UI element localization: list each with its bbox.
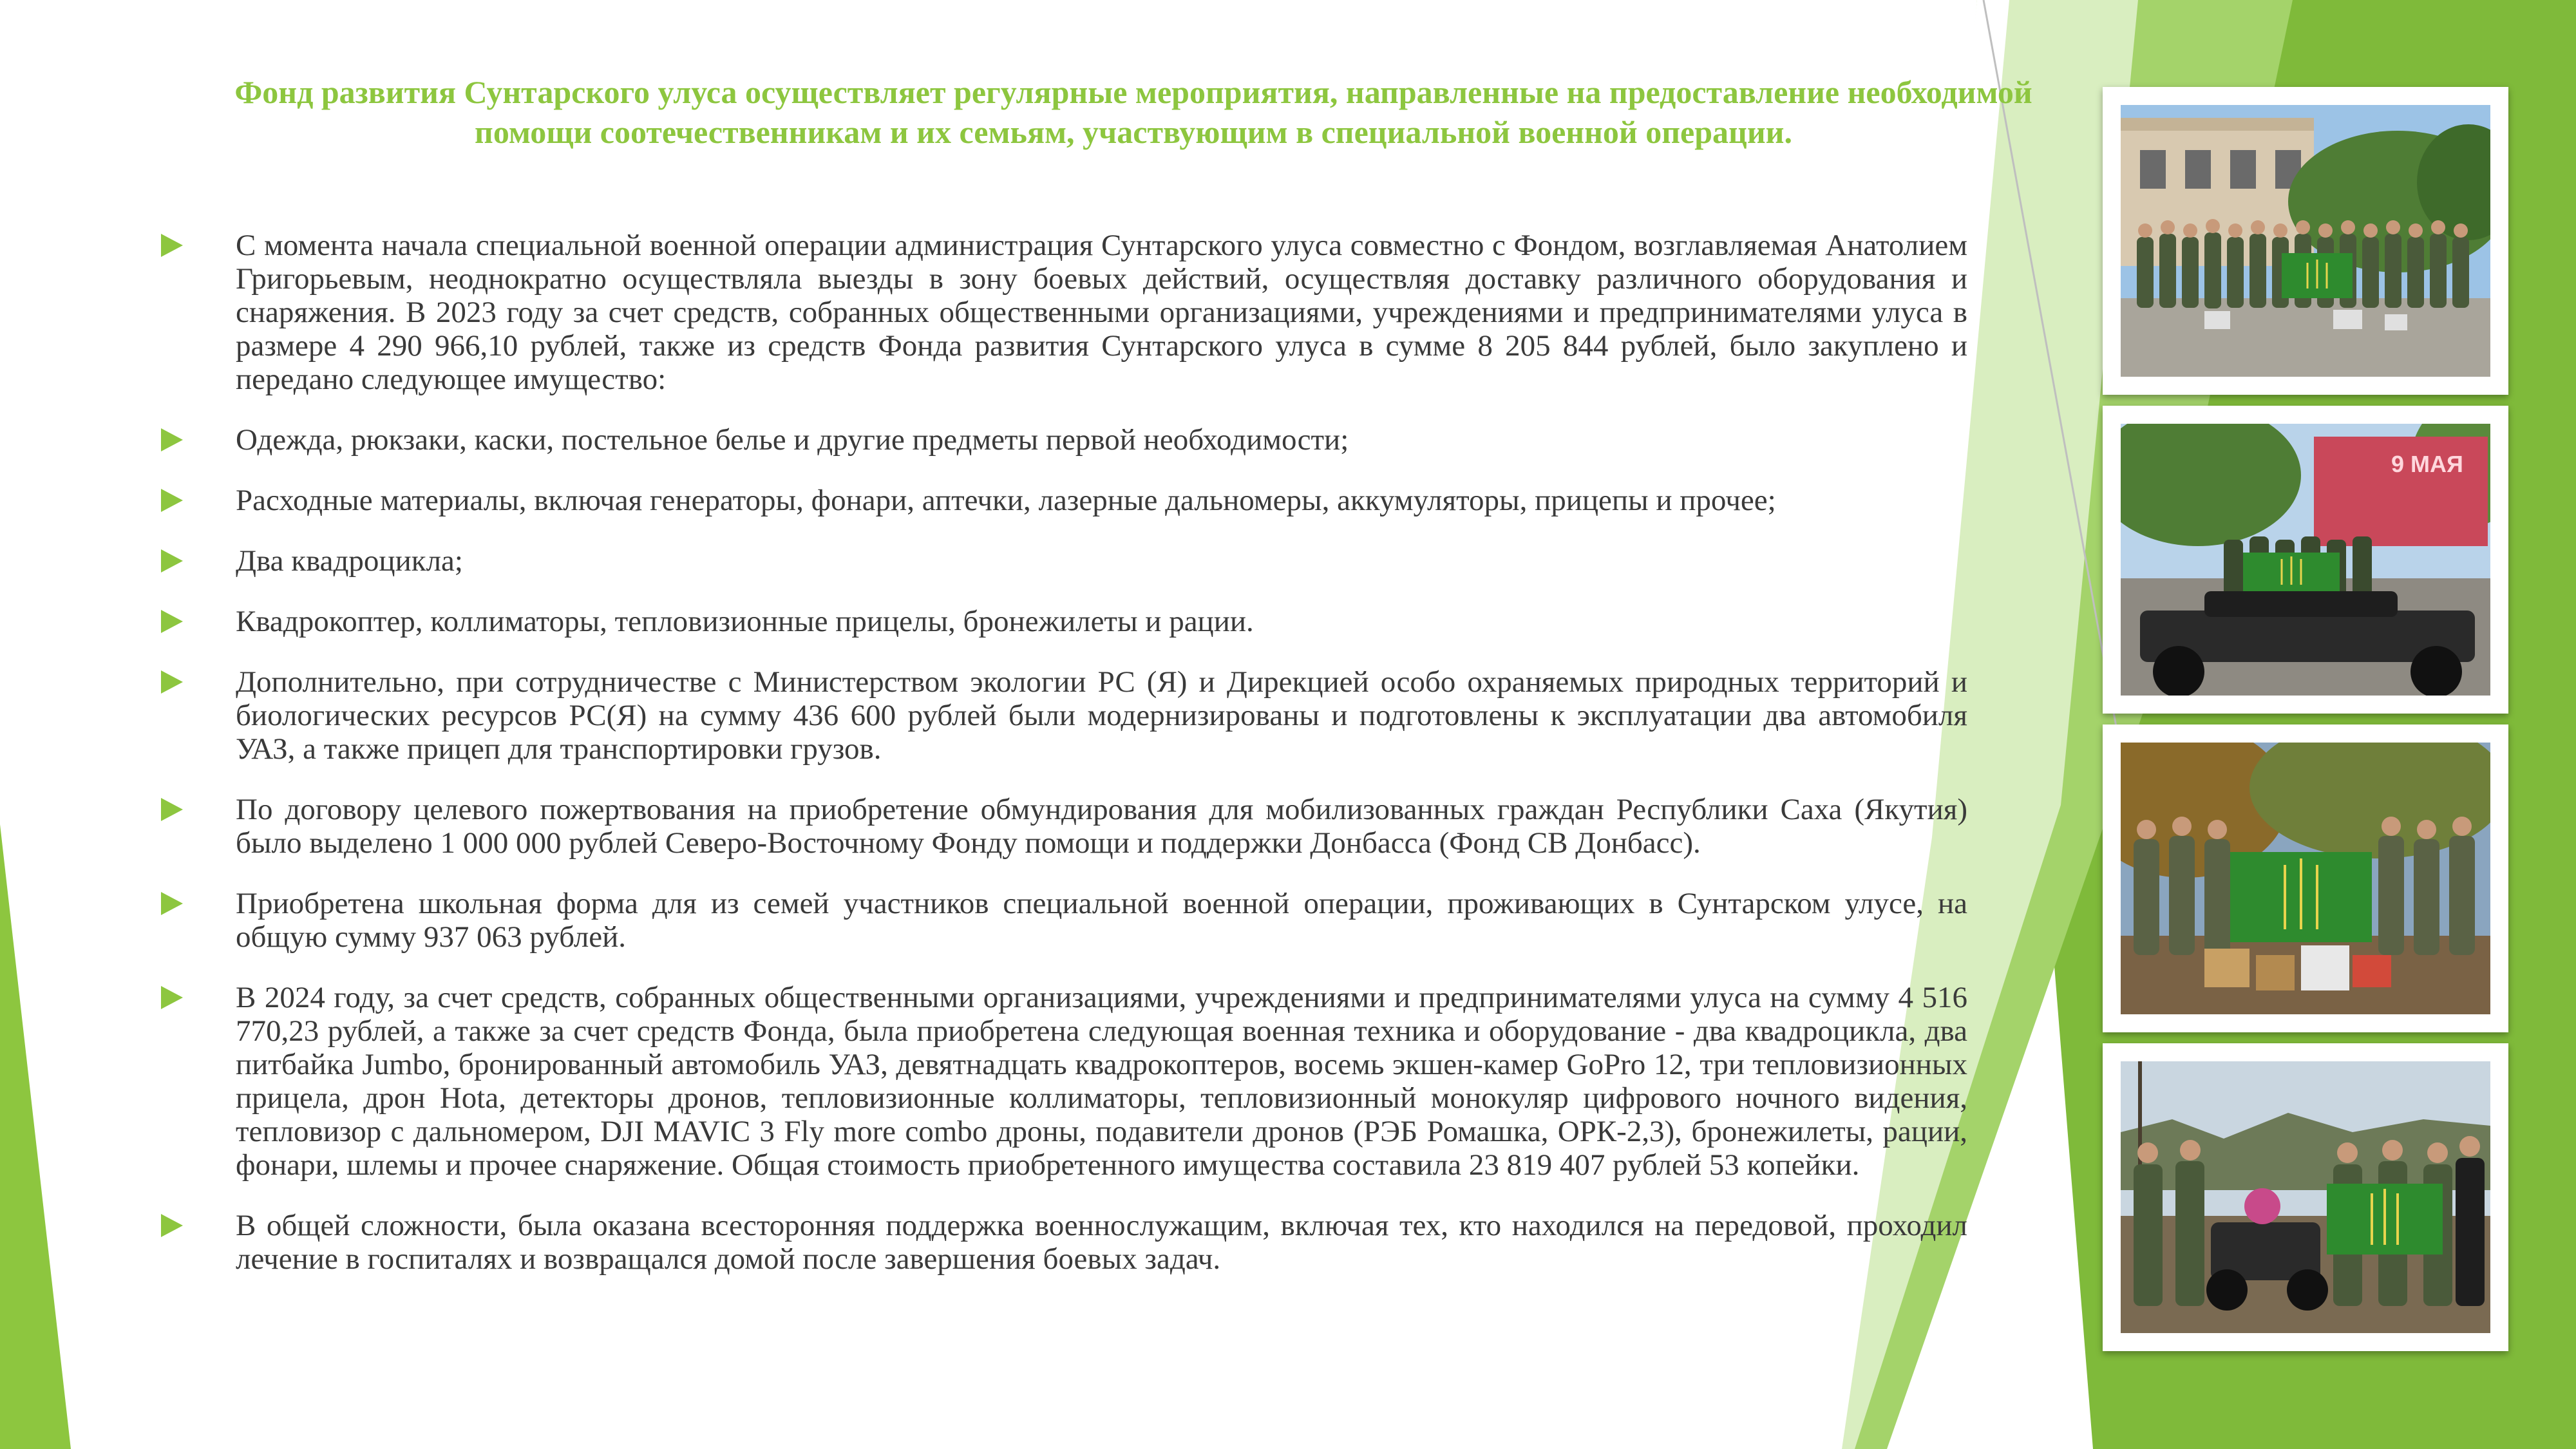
list-item-text: По договору целевого пожертвования на приобретение обмундирования для мобилизованных граждан Республики Саха (Якутия) было выделено 1 000 000 рублей Северо-Восточному Фонду помощи и поддержки Донбасса (Фонд СВ Донбасс). — [236, 793, 1967, 860]
list-item-text: С момента начала специальной военной операции администрация Сунтарского улуса совместно с Фондом, возглавляемая Анатолием Григорьевым, неоднократно осуществляла выезды в зону боевых действий, осуществляя доставку различного оборудования и снаряжения. В 2023 году за счет средств, собранных общественными организациями, учреждениями и предпринимателями улуса в размере 4 290 966,10 рублей, также из средств Фонда развития Сунтарского улуса в сумме 8 205 844 рублей, было закуплено и передано следующее имущество: — [236, 229, 1967, 396]
photo-group-flag-autumn — [2103, 724, 2508, 1032]
list-item — [161, 423, 1967, 457]
list-item — [161, 665, 1967, 766]
bullet-arrow-icon — [161, 986, 183, 1009]
bullet-arrow-icon — [161, 670, 183, 694]
list-item — [161, 544, 1967, 578]
bullet-arrow-icon — [161, 489, 183, 512]
list-item — [161, 793, 1967, 860]
photo-group-building — [2103, 87, 2508, 395]
banner-text: 9 МАЯ — [2391, 451, 2463, 477]
bullet-arrow-icon — [161, 610, 183, 633]
list-item-text: В 2024 году, за счет средств, собранных общественными организациями, учреждениями и предпринимателями улуса на сумму 4 516 770,23 рублей, а также за счет средств Фонда, была приобретена следующая военная техника и оборудование - два квадроцикла, два питбайка Jumbo, бронированный автомобиль УАЗ, девятнадцать квадрокоптеров, восемь экшен-камер GoPro 12, три тепловизионных прицела, дрон Hota, детекторы дронов, тепловизионные коллиматоры, тепловизионный монокуляр цифрового ночного видения, тепловизор с дальномером, DJI MAVIC 3 Fly more combo дроны, подавители дронов (РЭБ Ромашка, ОРК-2,3), бронежилеты, рации, фонари, шлемы и прочее снаряжение. Общая стоимость приобретенного имущества составила 23 819 407 рублей 53 копейки. — [236, 981, 1967, 1182]
photo-quad-bike-banner — [2103, 406, 2508, 714]
list-item-text: Приобретена школьная форма для из семей участников специальной военной операции, проживающих в Сунтарском улусе, на общую сумму 937 063 рублей. — [236, 887, 1967, 954]
list-item — [161, 484, 1967, 517]
list-item-text: В общей сложности, была оказана всесторонняя поддержка военнослужащим, включая тех, кто находился на передовой, проходил лечение в госпиталях и возвращался домой после завершения боевых задач. — [236, 1209, 1967, 1276]
list-item — [161, 605, 1967, 638]
list-item-text: Одежда, рюкзаки, каски, постельное белье и другие предметы первой необходимости; — [236, 423, 1349, 457]
list-item-text: Дополнительно, при сотрудничестве с Министерством экологии РС (Я) и Дирекцией особо охраняемых природных территорий и биологических ресурсов РС(Я) на сумму 436 600 рублей были модернизированы и подготовлены к эксплуатации два автомобиля УАЗ, а также прицеп для транспортировки грузов. — [236, 665, 1967, 766]
list-item — [161, 229, 1967, 396]
photo-image — [2121, 1061, 2490, 1333]
list-item-text: Два квадроцикла; — [236, 544, 463, 578]
bullet-arrow-icon — [161, 1214, 183, 1237]
list-item — [161, 887, 1967, 954]
photo-image — [2121, 743, 2490, 1014]
list-item-text: Квадрокоптер, коллиматоры, тепловизионные прицелы, бронежилеты и рации. — [236, 605, 1254, 638]
bullet-arrow-icon — [161, 798, 183, 821]
bullet-list — [161, 229, 1967, 1303]
bullet-arrow-icon — [161, 549, 183, 573]
photo-image — [2121, 105, 2490, 377]
bullet-arrow-icon — [161, 428, 183, 451]
photo-quad-bike-field — [2103, 1043, 2508, 1351]
page-title: Фонд развития Сунтарского улуса осуществляет регулярные мероприятия, направленные на предоставление необходимой помощи соотечественникам и их семьям, участвующим в специальной военной операции. — [234, 74, 2032, 150]
list-item — [161, 981, 1967, 1182]
bullet-arrow-icon — [161, 892, 183, 915]
photo-image — [2121, 424, 2490, 696]
list-item-text: Расходные материалы, включая генераторы, фонари, аптечки, лазерные дальномеры, аккумуляторы, прицепы и прочее; — [236, 484, 1776, 517]
left-green-triangle — [0, 824, 71, 1449]
bullet-arrow-icon — [161, 234, 183, 257]
list-item — [161, 1209, 1967, 1276]
